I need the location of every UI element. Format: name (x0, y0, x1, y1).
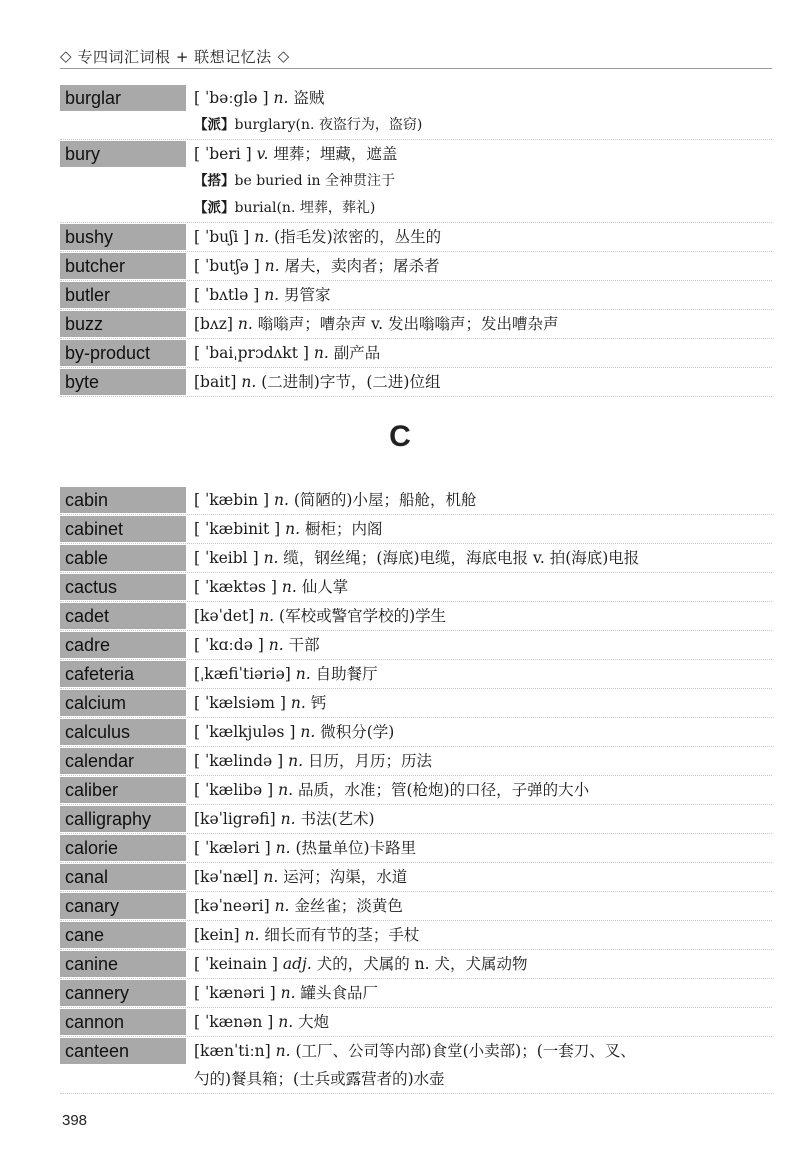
definition-continuation: 勺的)餐具箱；(士兵或露营者的)水壶 (194, 1070, 445, 1088)
entry-row (60, 486, 772, 515)
pronunciation: [kəˈligrəfi] (194, 810, 276, 828)
definition-text: 缆，钢丝绳；(海底)电缆，海底电报 v. 拍(海底)电报 (283, 549, 640, 567)
part-of-speech: n. (288, 752, 304, 770)
pronunciation: [ ˈkeinain ] (194, 955, 278, 973)
entry-body (186, 223, 772, 251)
part-of-speech: n. (264, 257, 280, 275)
definition-text: (指毛发)浓密的，丛生的 (274, 228, 442, 246)
pronunciation: [ ˈbutʃə ] (194, 257, 260, 275)
definition-line (194, 660, 772, 688)
part-of-speech: n. (281, 578, 297, 596)
definition-text: 书法(艺术) (300, 810, 375, 828)
definition-line (194, 602, 772, 630)
diamond-icon: ◇ (60, 47, 72, 65)
definition-line (194, 1008, 772, 1036)
definition-line (194, 515, 772, 543)
part-of-speech: v. (256, 145, 269, 163)
part-of-speech: n. (273, 491, 289, 509)
part-of-speech: n. (263, 549, 279, 567)
entry-body (186, 950, 772, 978)
definition-line (194, 281, 772, 309)
part-of-speech: n. (290, 694, 306, 712)
pronunciation: [ ˈbʌtlə ] (194, 286, 260, 304)
headword: cannery (60, 980, 186, 1006)
pronunciation: [ ˈkæləri ] (194, 839, 271, 857)
pronunciation: [ˌkæfiˈtiəriə] (194, 665, 291, 683)
pronunciation: [ ˈkælibə ] (194, 781, 274, 799)
sub-entry (194, 195, 772, 222)
headword: calcium (60, 690, 186, 716)
entry-row (60, 950, 772, 979)
entry-row (60, 631, 772, 660)
pronunciation: [kænˈtiːn] (194, 1042, 271, 1060)
entry-body (186, 573, 772, 601)
running-header (60, 44, 772, 69)
headword: calorie (60, 835, 186, 861)
definition-text: 品质，水准；管(枪炮)的口径，子弹的大小 (297, 781, 590, 799)
headword: burglar (60, 85, 186, 111)
part-of-speech: n. (278, 1013, 294, 1031)
diamond-icon: ◇ (277, 47, 290, 65)
definition-text: 微积分(学) (320, 723, 395, 741)
headword: cactus (60, 574, 186, 600)
part-of-speech: adj. (282, 955, 312, 973)
entry-row (60, 1037, 772, 1094)
entry-body (186, 863, 772, 891)
part-of-speech: n. (295, 665, 311, 683)
pronunciation: [kein] (194, 926, 240, 944)
definition-line (194, 950, 772, 978)
headword: canine (60, 951, 186, 977)
page-number: 398 (62, 1112, 88, 1129)
headword: calculus (60, 719, 186, 745)
header-title: 专四词汇词根 + 联想记忆法 (77, 47, 272, 66)
headword: bury (60, 141, 186, 167)
definition-line (194, 339, 772, 367)
part-of-speech: n. (254, 228, 270, 246)
headword: calendar (60, 748, 186, 774)
definition-line (194, 718, 772, 746)
entries-c (60, 486, 772, 1094)
definition-line (194, 805, 772, 833)
entry-row (60, 979, 772, 1008)
definition-line (194, 892, 772, 920)
entry-row (60, 660, 772, 689)
definition-text: 埋葬；埋藏，遮盖 (273, 145, 398, 163)
pronunciation: [ ˈkæbinit ] (194, 520, 281, 538)
pronunciation: [ ˈbaiˌprɔdʌkt ] (194, 344, 309, 362)
entry-row (60, 747, 772, 776)
part-of-speech: n. (280, 984, 296, 1002)
letter-heading: C (389, 420, 411, 453)
definition-text: 犬的，犬属的 n. 犬，犬属动物 (316, 955, 528, 973)
sub-entry (194, 168, 772, 195)
entry-row (60, 834, 772, 863)
definition-text: 橱柜；内阁 (305, 520, 383, 538)
sub-entry-tag: 【派】 (194, 200, 235, 216)
definition-text: 嗡嗡声；嘈杂声 v. 发出嗡嗡声；发出嘈杂声 (257, 315, 559, 333)
entry-body (186, 252, 772, 280)
entry-body (186, 689, 772, 717)
entry-row (60, 689, 772, 718)
entry-row (60, 140, 772, 223)
headword: canary (60, 893, 186, 919)
definition-text: 金丝雀；淡黄色 (294, 897, 403, 915)
headword: calligraphy (60, 806, 186, 832)
entry-body (186, 544, 772, 572)
part-of-speech: n. (259, 607, 275, 625)
entry-body (186, 281, 772, 309)
entry-body (186, 84, 772, 139)
part-of-speech: n. (275, 1042, 291, 1060)
entry-body (186, 310, 772, 338)
entry-row (60, 544, 772, 573)
entry-body (186, 747, 772, 775)
headword: cadet (60, 603, 186, 629)
headword: butcher (60, 253, 186, 279)
definition-line (194, 140, 772, 168)
headword: by-product (60, 340, 186, 366)
pronunciation: [kəˈnæl] (194, 868, 259, 886)
part-of-speech: n. (244, 926, 260, 944)
pronunciation: [ ˈkænən ] (194, 1013, 274, 1031)
pronunciation: [ ˈkælsiəm ] (194, 694, 286, 712)
entry-body (186, 602, 772, 630)
pronunciation: [ ˈkæbin ] (194, 491, 270, 509)
definition-text: (军校或警官学校的)学生 (279, 607, 447, 625)
entry-row (60, 368, 772, 397)
entry-body (186, 1008, 772, 1036)
pronunciation: [ ˈbəːglə ] (194, 89, 269, 107)
sub-entry (194, 112, 772, 139)
pronunciation: [ ˈberi ] (194, 145, 252, 163)
entry-row (60, 223, 772, 252)
entry-body (186, 834, 772, 862)
definition-text: 运河；沟渠，水道 (283, 868, 408, 886)
entry-body (186, 140, 772, 222)
sub-entry-tag: 【搭】 (194, 173, 235, 189)
entry-row (60, 921, 772, 950)
definition-text: 细长而有节的茎；手杖 (264, 926, 420, 944)
definition-text: 自助餐厅 (315, 665, 378, 683)
definition-line (194, 252, 772, 280)
entry-body (186, 979, 772, 1007)
pronunciation: [ ˈkænəri ] (194, 984, 276, 1002)
definition-line (194, 544, 772, 572)
pronunciation: [ ˈkælkjuləs ] (194, 723, 296, 741)
definition-line (194, 223, 772, 251)
entry-body (186, 631, 772, 659)
definition-line (194, 486, 772, 514)
part-of-speech: n. (273, 89, 289, 107)
part-of-speech: n. (264, 286, 280, 304)
headword: cadre (60, 632, 186, 658)
entry-body (186, 486, 772, 514)
entry-row (60, 252, 772, 281)
pronunciation: [kəˈdet] (194, 607, 255, 625)
part-of-speech: n. (285, 520, 301, 538)
headword: buzz (60, 311, 186, 337)
definition-line (194, 368, 772, 396)
headword: byte (60, 369, 186, 395)
part-of-speech: n. (275, 839, 291, 857)
entry-body (186, 1037, 772, 1093)
definition-text: 干部 (288, 636, 320, 654)
entry-row (60, 776, 772, 805)
part-of-speech: n. (237, 315, 253, 333)
definition-text: 屠夫，卖肉者；屠杀者 (284, 257, 440, 275)
entry-body (186, 339, 772, 367)
entry-row (60, 281, 772, 310)
pronunciation: [bait] (194, 373, 237, 391)
entry-body (186, 515, 772, 543)
part-of-speech: n. (263, 868, 279, 886)
entry-row (60, 718, 772, 747)
part-of-speech: n. (313, 344, 329, 362)
part-of-speech: n. (280, 810, 296, 828)
pronunciation: [ ˈkɑːdə ] (194, 636, 264, 654)
definition-text: 罐头食品厂 (300, 984, 379, 1002)
headword: caliber (60, 777, 186, 803)
headword: cabinet (60, 516, 186, 542)
definition-text: 盗贼 (293, 89, 325, 107)
headword: cable (60, 545, 186, 571)
pronunciation: [kəˈneəri] (194, 897, 270, 915)
sub-entry-text: burial(n. 埋葬，葬礼) (234, 200, 376, 216)
entry-row (60, 602, 772, 631)
pronunciation: [bʌz] (194, 315, 233, 333)
entry-body (186, 368, 772, 396)
sub-entry-text: burglary(n. 夜盗行为，盗窃) (234, 117, 423, 133)
definition-line (194, 776, 772, 804)
entry-body (186, 921, 772, 949)
entry-body (186, 718, 772, 746)
part-of-speech: n. (300, 723, 316, 741)
definition-text: (二进制)字节，(二进)位组 (261, 373, 441, 391)
part-of-speech: n. (268, 636, 284, 654)
pronunciation: [ ˈkæktəs ] (194, 578, 277, 596)
headword: canal (60, 864, 186, 890)
part-of-speech: n. (274, 897, 290, 915)
entry-body (186, 776, 772, 804)
definition-line (194, 689, 772, 717)
entry-row (60, 339, 772, 368)
definition-text: 日历，月历；历法 (307, 752, 432, 770)
definition-text: (热量单位)卡路里 (295, 839, 417, 857)
headword: cafeteria (60, 661, 186, 687)
entry-row (60, 863, 772, 892)
definition-line (194, 834, 772, 862)
entries-b (60, 84, 772, 397)
part-of-speech: n. (278, 781, 294, 799)
definition-text: (简陋的)小屋；船舱，机舱 (293, 491, 477, 509)
entry-row (60, 310, 772, 339)
pronunciation: [ ˈkeibl ] (194, 549, 259, 567)
definition-line (194, 863, 772, 891)
entry-row (60, 1008, 772, 1037)
definition-line (194, 921, 772, 949)
headword: butler (60, 282, 186, 308)
pronunciation: [ ˈkælində ] (194, 752, 284, 770)
entry-body (186, 892, 772, 920)
definition-text: 男管家 (284, 286, 331, 304)
part-of-speech: n. (241, 373, 257, 391)
definition-line (194, 84, 772, 112)
definition-text: 副产品 (333, 344, 381, 362)
entry-row (60, 805, 772, 834)
definition-text: 大炮 (298, 1013, 330, 1031)
entry-row (60, 84, 772, 140)
definition-line (194, 573, 772, 601)
headword: cane (60, 922, 186, 948)
entry-row (60, 515, 772, 544)
headword: canteen (60, 1038, 186, 1064)
definition-line (194, 747, 772, 775)
headword: cabin (60, 487, 186, 513)
definition-text: 仙人掌 (301, 578, 349, 596)
headword: bushy (60, 224, 186, 250)
pronunciation: [ ˈbuʃi ] (194, 228, 250, 246)
entry-body (186, 660, 772, 688)
headword: cannon (60, 1009, 186, 1035)
entry-row (60, 892, 772, 921)
definition-line (194, 979, 772, 1007)
definition-line (194, 631, 772, 659)
entry-row (60, 573, 772, 602)
definition-text: 钙 (310, 694, 327, 712)
entry-body (186, 805, 772, 833)
definition-text: (工厂、公司等内部)食堂(小卖部)；(一套刀、叉、 (295, 1042, 636, 1060)
definition-line (194, 1037, 772, 1065)
definition-line (194, 310, 772, 338)
sub-entry-text: be buried in 全神贯注于 (234, 173, 395, 189)
sub-entry-tag: 【派】 (194, 117, 235, 133)
